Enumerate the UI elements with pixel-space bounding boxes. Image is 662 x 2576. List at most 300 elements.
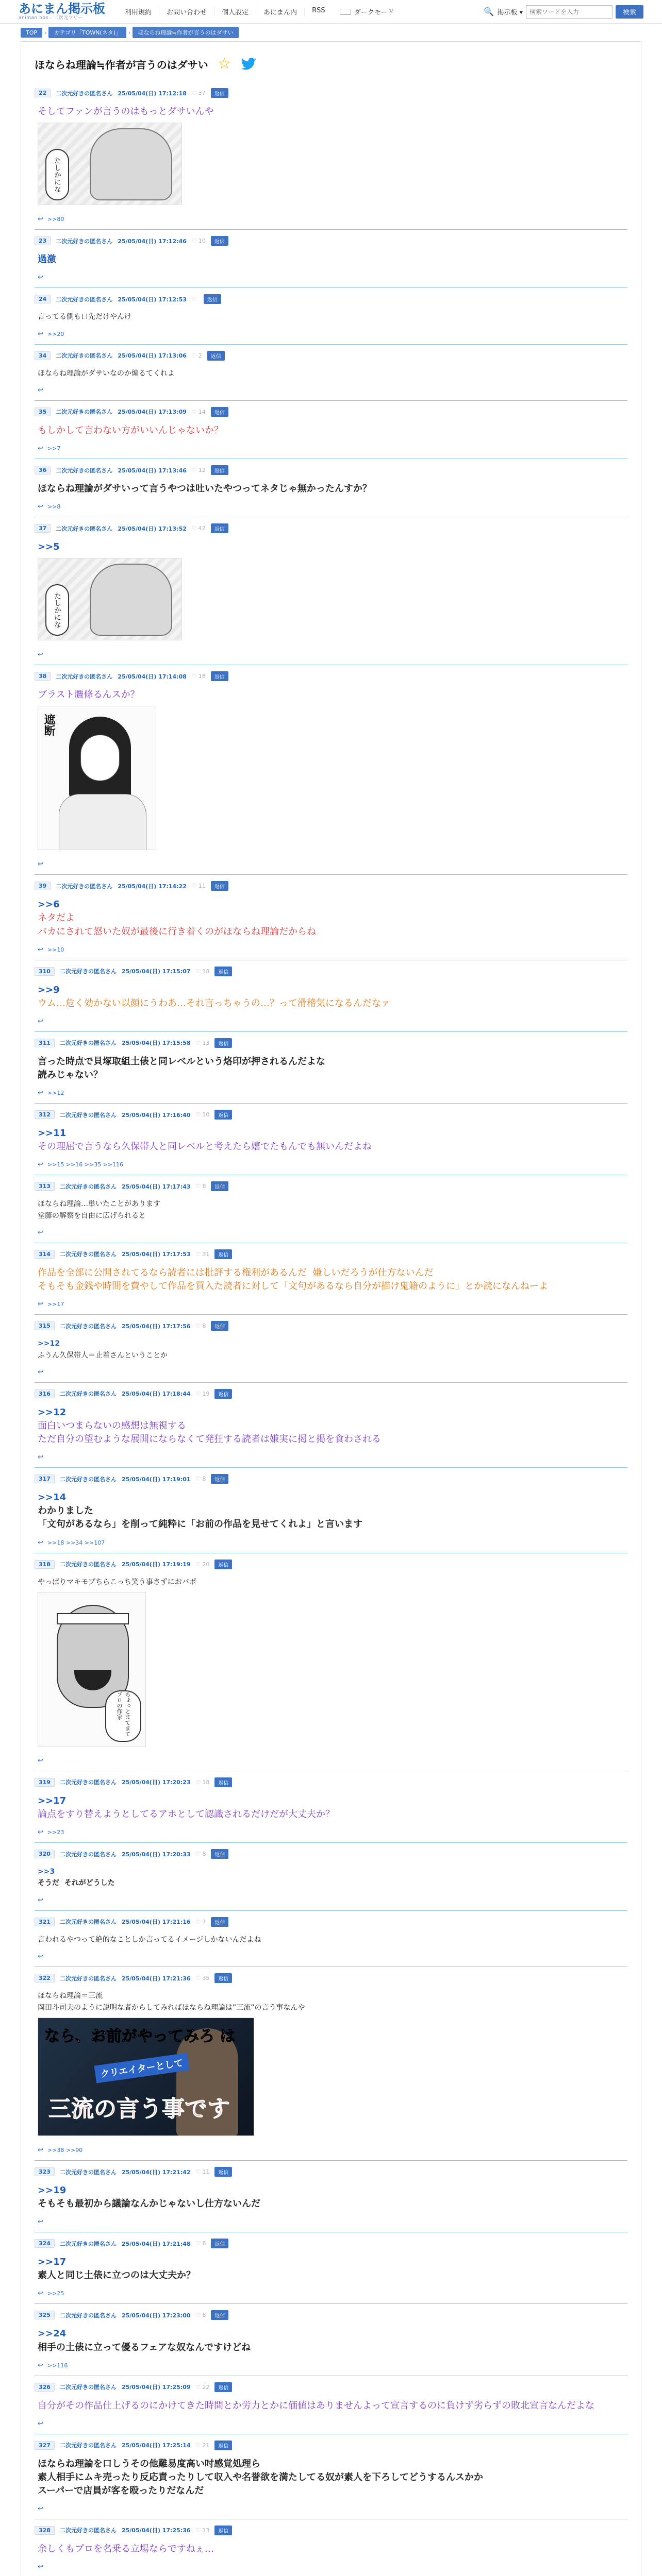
post-footer	[35, 1014, 627, 1025]
post-text: やっぱりマキモプちらこっち笑う事さずにおバポ	[38, 1578, 196, 1586]
like-count: 8	[202, 1476, 206, 1483]
post-text: 作品を全部に公開されてるなら読者には批評する権利があるんだ 嫌しいだろうが仕方ないんだ	[38, 1267, 434, 1278]
post-text: 堂藤の解察を自由に広げられると	[38, 1211, 146, 1220]
reply-arrow-icon[interactable]: ↩	[38, 1017, 43, 1025]
reply-button[interactable]: 返信	[214, 2441, 232, 2450]
search-icon: 🔍	[484, 7, 494, 16]
reply-arrow-icon[interactable]: ↩	[38, 445, 43, 453]
reply-button[interactable]: 返信	[214, 2167, 232, 2177]
post-text: 余しくもプロを名乗る立場ならですねぇ…	[38, 2543, 214, 2554]
post-header	[35, 1108, 627, 1122]
reply-arrow-icon[interactable]: ↩	[38, 2419, 43, 2428]
post-timestamp: 25/05/04(日) 17:13:46	[118, 467, 187, 474]
heart-icon: ♡	[195, 1778, 201, 1786]
reply-button[interactable]: 返信	[211, 88, 228, 98]
post-body	[35, 1789, 627, 1825]
quote-link[interactable]: >>11	[38, 1128, 67, 1139]
post-number[interactable]: 316	[35, 1389, 55, 1398]
post-text: ふうん久保帯人＝止着さんということか	[38, 1351, 168, 1360]
reply-arrow-icon[interactable]: ↩	[38, 503, 43, 511]
post-text: 素人と同じ土俵に立つのは大丈夫か？	[38, 2270, 195, 2281]
reply-arrow-icon[interactable]: ↩	[38, 274, 43, 282]
poster-name: 二次元好きの匿名さん	[56, 673, 113, 680]
post-timestamp: 25/05/04(日) 17:25:09	[121, 2384, 191, 2391]
reply-button[interactable]: 返信	[211, 523, 228, 533]
post-number[interactable]: 319	[35, 1778, 55, 1787]
reply-button[interactable]: 返信	[211, 1321, 228, 1331]
like-count: 18	[198, 673, 206, 680]
post-footer	[35, 1536, 627, 1547]
reply-arrow-icon[interactable]: ↩	[38, 2290, 43, 2298]
post-header	[35, 669, 627, 683]
post-header	[35, 1557, 627, 1571]
like-count: 8	[202, 2240, 206, 2247]
reply-arrow-icon[interactable]: ↩	[38, 330, 43, 338]
post-timestamp: 25/05/04(日) 17:13:52	[118, 525, 187, 532]
post-footer	[35, 1226, 627, 1236]
post-footer	[35, 500, 627, 511]
like-count: 14	[198, 408, 206, 415]
like-count: 35	[202, 1975, 210, 1982]
like-count: 37	[198, 90, 206, 96]
post-header	[35, 1179, 627, 1193]
logo-subtitle: animan bbs - 二次元フリー	[19, 15, 83, 21]
post-header	[35, 405, 627, 419]
post-text: 言った時点で貝塚取組土俵と同レベルという烙印が押されるんだよな	[38, 1056, 325, 1067]
reply-button[interactable]: 返信	[207, 351, 225, 361]
reply-button[interactable]: 返信	[214, 2382, 232, 2392]
like-count: 19	[202, 1390, 210, 1397]
quote-link[interactable]: >>14	[38, 1492, 67, 1503]
post-body	[35, 2250, 627, 2286]
backlinks[interactable]: >>25	[47, 2290, 64, 2297]
post-header	[35, 1915, 627, 1929]
heart-icon: ♡	[195, 1039, 201, 1046]
heart-icon: ♡	[195, 968, 201, 975]
post-header	[35, 1472, 627, 1486]
post-item	[35, 1175, 627, 1243]
post-text: そもそも金銭や時間を費やして作品を買入た読者に対して「文句があるなら自分が描け鬼籍のように」とか読になんねーよ	[38, 1281, 548, 1292]
like-button[interactable]	[192, 525, 206, 532]
like-count: 8	[202, 1183, 206, 1190]
heart-icon: ♡	[195, 1918, 201, 1925]
like-button[interactable]	[192, 883, 206, 889]
post-footer	[35, 1365, 627, 1376]
reply-button[interactable]: 返信	[211, 671, 228, 681]
post-footer	[35, 1297, 627, 1308]
reply-arrow-icon[interactable]: ↩	[38, 860, 43, 869]
post-text: ほならね理論がダサいなのか煽るてくれよ	[38, 369, 175, 378]
reply-button[interactable]: 返信	[211, 236, 228, 246]
like-button[interactable]	[192, 409, 206, 415]
post-number[interactable]: 38	[35, 672, 51, 681]
post-text: 論点をすり替えようとしてるアホとして認識されるだけだが大丈夫か？	[38, 1808, 335, 1820]
post-text: ネタだよ	[38, 912, 75, 924]
post-image[interactable]	[38, 706, 156, 850]
post-timestamp: 25/05/04(日) 17:17:56	[121, 1323, 191, 1330]
like-count: 8	[202, 2312, 206, 2319]
reply-button[interactable]: 返信	[214, 1560, 232, 1569]
post-body	[35, 419, 627, 442]
post-number[interactable]: 327	[35, 2441, 55, 2450]
backlinks[interactable]: >>38 >>90	[47, 2147, 83, 2154]
reply-arrow-icon[interactable]: ↩	[38, 1828, 43, 1837]
post-number[interactable]: 315	[35, 1321, 55, 1330]
backlinks[interactable]: >>15 >>16 >>35 >>116	[47, 1161, 124, 1168]
breadcrumb-thread[interactable]: ほならね理論≒作者が言うのはダサい	[133, 27, 238, 38]
poster-name: 二次元好きの匿名さん	[59, 2384, 117, 2391]
search-button[interactable]: 検索	[616, 5, 643, 19]
quote-link[interactable]: >>12	[38, 1340, 60, 1348]
post-footer	[35, 2560, 627, 2571]
reply-arrow-icon[interactable]: ↩	[38, 1300, 43, 1309]
post-text: 過激	[38, 254, 56, 265]
post-timestamp: 25/05/04(日) 17:25:14	[121, 2442, 191, 2449]
post-body	[35, 1333, 627, 1365]
reply-arrow-icon[interactable]: ↩	[38, 2563, 43, 2571]
poster-name: 二次元好きの匿名さん	[56, 883, 113, 890]
reply-arrow-icon[interactable]: ↩	[38, 2218, 43, 2226]
quote-link[interactable]: >>9	[38, 984, 60, 995]
poster-name: 二次元好きの匿名さん	[59, 1779, 117, 1786]
post-number[interactable]: 321	[35, 1918, 55, 1926]
like-button[interactable]	[192, 352, 202, 359]
post-footer	[35, 442, 627, 452]
post-header	[35, 1247, 627, 1261]
heart-icon: ♡	[195, 2312, 201, 2319]
reply-button[interactable]: 返信	[211, 1181, 228, 1191]
reply-button[interactable]: 返信	[214, 1038, 232, 1048]
like-button[interactable]	[192, 673, 206, 680]
reply-button[interactable]: 返信	[211, 881, 228, 891]
poster-name: 二次元好きの匿名さん	[59, 1476, 117, 1483]
post-item	[35, 2434, 627, 2519]
post-item	[35, 1315, 627, 1383]
post-number[interactable]: 37	[35, 524, 51, 533]
like-button[interactable]	[192, 296, 198, 302]
like-count: 8	[202, 1851, 206, 1858]
heart-icon: ♡	[195, 2240, 201, 2247]
nav-rss[interactable]: RSS	[304, 7, 333, 16]
post-text: 素人相手にムキ売ったり反応責ったりして収入や名誉欲を満たしてる奴が素人を下ろしてどうするんスかか	[38, 2471, 483, 2483]
like-button[interactable]	[192, 467, 206, 473]
post-timestamp: 25/05/04(日) 17:17:43	[121, 1183, 191, 1190]
post-item	[35, 875, 627, 960]
like-button[interactable]	[196, 1476, 206, 1482]
reply-button[interactable]: 返信	[211, 1917, 228, 1927]
poster-name: 二次元好きの匿名さん	[59, 2527, 117, 2534]
quote-link[interactable]: >>5	[38, 541, 60, 553]
post-number[interactable]: 313	[35, 1182, 55, 1191]
reply-arrow-icon[interactable]: ↩	[38, 945, 43, 954]
like-count: 13	[202, 2527, 210, 2534]
post-item	[35, 1383, 627, 1468]
reply-arrow-icon[interactable]: ↩	[38, 1089, 43, 1097]
reply-arrow-icon[interactable]: ↩	[38, 386, 43, 394]
reply-arrow-icon[interactable]: ↩	[38, 2504, 43, 2513]
post-footer	[35, 1086, 627, 1097]
reply-button[interactable]: 返信	[211, 407, 228, 417]
post-timestamp: 25/05/04(日) 17:17:53	[121, 1251, 191, 1258]
nav-animan[interactable]: あにまん内	[256, 7, 304, 16]
reply-arrow-icon[interactable]: ↩	[38, 1228, 43, 1236]
quote-link[interactable]: >>12	[38, 1406, 67, 1418]
post-text: 相手の土俵に立って優るフェアな奴なんですけどね	[38, 2342, 251, 2353]
post-number[interactable]: 310	[35, 967, 55, 976]
like-button[interactable]	[196, 2442, 210, 2449]
like-button[interactable]	[196, 2240, 206, 2247]
like-button[interactable]	[196, 968, 210, 975]
heart-icon: ♡	[195, 1183, 201, 1190]
post-header	[35, 1775, 627, 1789]
site-logo[interactable]	[19, 3, 105, 21]
reply-arrow-icon[interactable]: ↩	[38, 651, 43, 659]
post-number[interactable]: 314	[35, 1250, 55, 1259]
like-button[interactable]	[196, 1561, 210, 1568]
poster-name: 二次元好きの匿名さん	[56, 467, 113, 474]
like-count: 42	[198, 525, 206, 532]
post-text: バカにされて怒いた奴が最後に行き着くのがほならね理論だからね	[38, 926, 316, 937]
like-button[interactable]	[192, 90, 206, 96]
post-body	[35, 2452, 627, 2502]
poster-name: 二次元好きの匿名さん	[59, 1183, 117, 1190]
reply-button[interactable]: 返信	[214, 1249, 232, 1259]
post-header	[35, 1036, 627, 1050]
post-body	[35, 1861, 627, 1893]
post-number[interactable]: 34	[35, 351, 51, 360]
reply-arrow-icon[interactable]: ↩	[38, 1161, 43, 1169]
search-scope-select[interactable]: 掲示板 ▾	[497, 9, 523, 16]
reply-button[interactable]: 返信	[214, 2526, 232, 2535]
post-footer	[35, 2502, 627, 2513]
reply-arrow-icon[interactable]: ↩	[38, 215, 43, 224]
post-number[interactable]: 322	[35, 1974, 55, 1982]
post-header	[35, 1847, 627, 1861]
post-text: スーパーで店員が客を殴ったりだなんだ	[38, 2485, 204, 2496]
backlinks[interactable]: >>80	[47, 216, 64, 223]
search-input[interactable]	[526, 5, 613, 19]
post-image[interactable]	[38, 123, 182, 205]
like-button[interactable]	[192, 238, 206, 244]
backlinks[interactable]: >>8	[47, 503, 61, 511]
post-number[interactable]: 320	[35, 1850, 55, 1858]
like-count: 20	[202, 1561, 210, 1568]
like-count: 11	[202, 2168, 210, 2176]
post-header	[35, 463, 627, 477]
post-footer	[35, 943, 627, 954]
like-button[interactable]	[196, 1111, 210, 1118]
post-text: ほならね理論＝三流	[38, 1992, 103, 2001]
post-text: ほならね理論を口しうその他難易度高い吋感覚処理ら	[38, 2458, 260, 2469]
post-item	[35, 2232, 627, 2304]
post-number[interactable]: 323	[35, 2167, 55, 2176]
reply-arrow-icon[interactable]: ↩	[38, 1453, 43, 1462]
reply-arrow-icon[interactable]: ↩	[38, 2146, 43, 2155]
breadcrumb-top[interactable]: TOP	[21, 28, 42, 38]
reply-button[interactable]: 返信	[211, 1849, 228, 1859]
like-button[interactable]	[196, 2384, 210, 2391]
reply-arrow-icon[interactable]: ↩	[38, 1953, 43, 1961]
post-text: ほならね理論がダサいって言うやつは吐いたやつってネタじゃ無かったんすか？	[38, 483, 372, 495]
post-number[interactable]: 312	[35, 1110, 55, 1119]
post-header	[35, 2380, 627, 2394]
post-timestamp: 25/05/04(日) 17:18:44	[121, 1391, 191, 1398]
backlinks[interactable]: >>18 >>34 >>107	[47, 1539, 105, 1546]
heart-icon: ♡	[195, 1476, 201, 1483]
like-button[interactable]	[196, 2527, 210, 2534]
post-number[interactable]: 325	[35, 2311, 55, 2319]
like-button[interactable]	[196, 1779, 210, 1786]
post-number[interactable]: 35	[35, 408, 51, 416]
quote-link[interactable]: >>17	[38, 2257, 67, 2268]
breadcrumb-category[interactable]: カテゴリ「TOWN(ネタ)」	[48, 27, 126, 38]
quote-link[interactable]: >>17	[38, 1795, 67, 1806]
backlinks[interactable]: >>20	[47, 330, 64, 337]
post-header	[35, 1319, 627, 1333]
reply-button[interactable]: 返信	[214, 1973, 232, 1983]
post-number[interactable]: 311	[35, 1039, 55, 1047]
post-number[interactable]: 324	[35, 2239, 55, 2248]
reply-button[interactable]: 返信	[214, 1389, 232, 1399]
post-header	[35, 879, 627, 893]
heart-icon: ♡	[191, 673, 197, 680]
like-button[interactable]	[196, 1391, 210, 1397]
post-number[interactable]: 326	[35, 2383, 55, 2392]
post-item	[35, 1967, 627, 2161]
nav-terms[interactable]: 利用規約	[125, 9, 152, 16]
post-timestamp: 25/05/04(日) 17:14:22	[118, 883, 187, 890]
post-header	[35, 2308, 627, 2322]
backlinks[interactable]: >>12	[47, 1090, 64, 1096]
post-image[interactable]	[38, 558, 182, 640]
post-number[interactable]: 23	[35, 236, 51, 245]
reply-arrow-icon[interactable]: ↩	[38, 1896, 43, 1904]
reply-button[interactable]: 返信	[211, 1474, 228, 1484]
poster-name: 二次元好きの匿名さん	[56, 525, 113, 532]
heart-icon: ♡	[195, 2168, 201, 2176]
search-bar	[484, 5, 643, 19]
backlinks[interactable]: >>10	[47, 946, 64, 953]
breadcrumb	[0, 24, 662, 41]
reply-arrow-icon[interactable]: ↩	[38, 2361, 43, 2369]
reply-button[interactable]: 返信	[204, 294, 221, 304]
poster-name: 二次元好きの匿名さん	[59, 1561, 117, 1568]
reply-button[interactable]: 返信	[211, 2310, 228, 2320]
heart-icon: ♡	[195, 1250, 201, 1258]
post-image[interactable]	[38, 1592, 146, 1747]
post-number[interactable]: 36	[35, 466, 51, 474]
backlinks[interactable]: >>116	[47, 2362, 68, 2369]
like-button[interactable]	[196, 1851, 206, 1857]
post-text: そもそも最初から議論なんかじゃないし仕方ないんだ	[38, 2198, 260, 2210]
post-header	[35, 1971, 627, 1985]
like-button[interactable]	[196, 1040, 210, 1046]
dark-mode-toggle[interactable]	[340, 7, 394, 16]
like-button[interactable]	[196, 1919, 206, 1925]
poster-name: 二次元好きの匿名さん	[59, 2168, 117, 2176]
post-item	[35, 2519, 627, 2576]
backlinks[interactable]: >>17	[47, 1301, 64, 1308]
quote-link[interactable]: >>6	[38, 899, 60, 910]
post-header	[35, 1387, 627, 1401]
like-button[interactable]	[196, 1183, 206, 1190]
image-caption: なら、お前がやってみろ は	[44, 2027, 236, 2046]
post-footer	[35, 1950, 627, 1960]
poster-name: 二次元好きの匿名さん	[59, 1391, 117, 1398]
post-body	[35, 978, 627, 1014]
heart-icon: ♡	[191, 408, 197, 415]
reply-button[interactable]: 返信	[214, 967, 232, 976]
reply-arrow-icon[interactable]: ↩	[38, 1368, 43, 1376]
reply-button[interactable]: 返信	[214, 1777, 232, 1787]
twitter-bird-icon[interactable]	[241, 58, 256, 70]
like-button[interactable]	[196, 1323, 206, 1329]
post-text: ただ自分の望むような展開にならなくて発狂する読者は嫌実に掲と掲を食わされる	[38, 1434, 381, 1445]
quote-link[interactable]: >>3	[38, 1868, 55, 1876]
reply-button[interactable]: 返信	[214, 1110, 232, 1120]
poster-name: 二次元好きの匿名さん	[59, 2312, 117, 2319]
post-number[interactable]: 22	[35, 89, 51, 97]
post-text: そしてファンが言うのはもっとダサいんや	[38, 106, 214, 117]
reply-arrow-icon[interactable]: ↩	[38, 1538, 43, 1547]
post-timestamp: 25/05/04(日) 17:12:46	[118, 238, 187, 245]
post-timestamp: 25/05/04(日) 17:12:18	[118, 90, 187, 97]
post-item	[35, 1468, 627, 1553]
post-number[interactable]: 317	[35, 1475, 55, 1483]
post-text: 「文句があるなら」を削って純粋に「お前の作品を見せてくれよ」と言います	[38, 1519, 362, 1530]
post-timestamp: 25/05/04(日) 17:20:23	[121, 1779, 191, 1786]
poster-name: 二次元好きの匿名さん	[56, 352, 113, 360]
heart-icon: ♡	[191, 883, 197, 890]
like-button[interactable]	[196, 1975, 210, 1981]
like-button[interactable]	[196, 1251, 210, 1258]
reply-button[interactable]: 返信	[211, 2239, 228, 2248]
nav-settings[interactable]: 個人設定	[214, 7, 256, 16]
post-number[interactable]: 39	[35, 882, 51, 890]
backlinks[interactable]: >>7	[47, 445, 61, 452]
post-footer	[35, 1754, 627, 1765]
post-number[interactable]: 24	[35, 295, 51, 303]
like-count: 18	[202, 1778, 210, 1786]
post-text: 言われるやつって絶的なことしか言ってるイメージしかないんだよね	[38, 1935, 261, 1944]
nav-contact[interactable]: お問い合わせ	[159, 7, 214, 16]
favorite-star-icon[interactable]: ☆	[217, 55, 231, 73]
post-footer	[35, 1825, 627, 1836]
post-timestamp: 25/05/04(日) 17:23:00	[121, 2312, 191, 2319]
post-body	[35, 1193, 627, 1226]
quote-link[interactable]: >>24	[38, 2328, 67, 2340]
post-body	[35, 2322, 627, 2358]
image-caption: 三流の言う事です	[48, 2096, 230, 2123]
post-timestamp: 25/05/04(日) 17:21:36	[121, 1975, 191, 1982]
post-timestamp: 25/05/04(日) 17:21:42	[121, 2168, 191, 2176]
quote-link[interactable]: >>19	[38, 2185, 67, 2196]
like-button[interactable]	[196, 2312, 206, 2318]
reply-arrow-icon[interactable]: ↩	[38, 1756, 43, 1765]
like-button[interactable]	[196, 2168, 210, 2175]
post-number[interactable]: 328	[35, 2526, 55, 2535]
post-body	[35, 100, 627, 212]
post-image[interactable]	[38, 2018, 254, 2136]
post-number[interactable]: 318	[35, 1560, 55, 1569]
poster-name: 二次元好きの匿名さん	[59, 1111, 117, 1118]
toggle-switch[interactable]	[340, 9, 351, 15]
chevron-right-icon: ›	[128, 29, 131, 36]
post-body	[35, 683, 627, 857]
backlinks[interactable]: >>23	[47, 1829, 64, 1836]
reply-button[interactable]: 返信	[211, 465, 228, 475]
post-item	[35, 1843, 627, 1911]
